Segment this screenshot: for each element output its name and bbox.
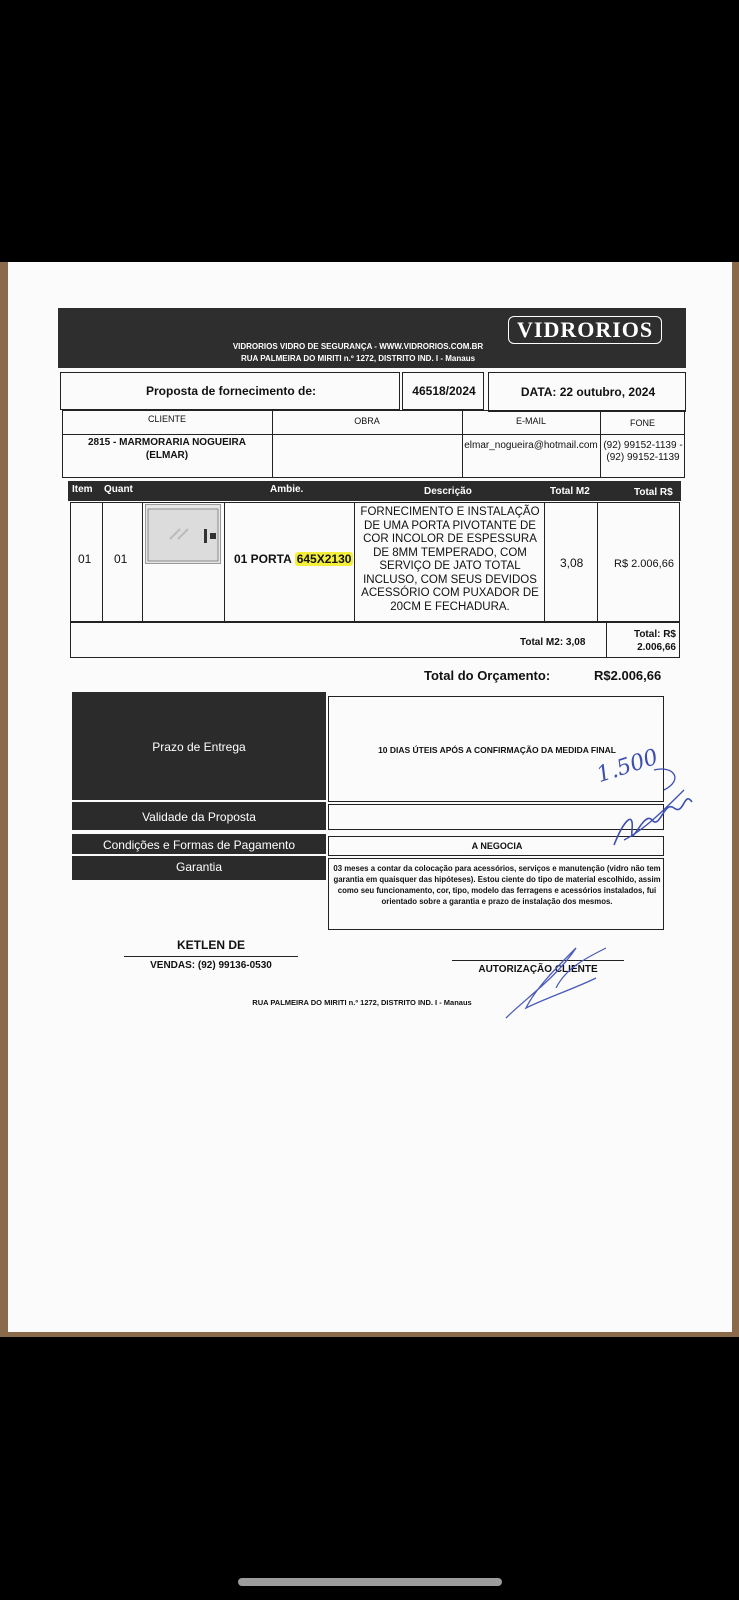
seller-name: KETLEN DE [176, 938, 245, 952]
row-ambie [234, 552, 353, 566]
validade-label: Validade da Proposta [142, 810, 256, 824]
total-orcamento-value: R$2.006,66 [594, 668, 662, 683]
handwritten-signature [604, 750, 714, 860]
garantia-label-cell [72, 856, 326, 880]
validade-label-cell [72, 802, 326, 830]
total-orcamento-label: Total do Orçamento: [424, 668, 551, 683]
client-name: 2815 - MARMORARIA NOGUEIRA (ELMAR) [88, 437, 246, 461]
prazo-label-cell [72, 692, 326, 800]
client-authorization: AUTORIZAÇÃO CLIENTE [478, 964, 598, 975]
proposal-number-cell [402, 372, 484, 410]
ambie-label: 01 PORTA [234, 552, 292, 566]
footer-total-m2: Total M2: 3,08 [520, 637, 586, 648]
company-address: RUA PALMEIRA DO MIRITI n.º 1272, DISTRITO IND. I - Manaus [240, 354, 476, 363]
client-signature-scribble [496, 928, 616, 1028]
header-fone: FONE [629, 418, 655, 428]
proposal-title-cell [60, 372, 400, 410]
proposal-title: Proposta de fornecimento de: [145, 384, 317, 398]
row-total-rs: R$ 2.006,66 [614, 558, 674, 570]
pagamento-value: A NEGOCIA [471, 841, 523, 851]
header-obra: OBRA [354, 416, 380, 426]
home-indicator[interactable] [238, 1578, 502, 1586]
client-phone: (92) 99152-1139 - (92) 99152-1139 [603, 440, 683, 463]
handwritten-note: 1.500 [593, 744, 662, 789]
client-email: elmar_nogueira@hotmail.com [464, 440, 598, 451]
header-email: E-MAIL [515, 416, 546, 426]
row-quant: 01 [114, 552, 128, 566]
company-logo: VIDRORIOS [508, 316, 662, 344]
door-thumbnail [145, 504, 221, 564]
col-total-m2: Total M2 [550, 486, 590, 497]
col-item: Item [72, 484, 93, 495]
company-tagline: VIDRORIOS VIDRO DE SEGURANÇA - WWW.VIDRORIOS.COM.BR [232, 342, 484, 351]
header-cliente: CLIENTE [147, 414, 186, 424]
pagamento-label: Condições e Formas de Pagamento [102, 838, 296, 852]
ambie-size-highlight: 645X2130 [296, 552, 352, 566]
door-sketch-icon [146, 505, 222, 565]
garantia-value-cell [328, 858, 664, 930]
prazo-label: Prazo de Entrega [152, 740, 246, 754]
footer-total-rs: Total: R$ 2.006,66 [633, 629, 676, 653]
seller-phone: VENDAS: (92) 99136-0530 [150, 960, 272, 971]
proposal-date-cell [488, 372, 686, 412]
proposal-date: DATA: 22 outubro, 2024 [520, 385, 656, 399]
col-ambie: Ambie. [270, 484, 304, 495]
row-descricao: FORNECIMENTO E INSTALAÇÃO DE UMA PORTA PIVOTANTE DE COR INCOLOR DE ESPESSURA DE 8MM TEMPERADO, COM SERVIÇO DE JATO TOTAL INCLUSO, COM SEUS DEVIDOS ACESSÓRIO COM PUXADOR DE 20CM E FECHADURA. [360, 506, 540, 613]
garantia-label: Garantia [175, 860, 223, 874]
proposal-number: 46518/2024 [412, 384, 476, 398]
row-total-m2: 3,08 [560, 556, 584, 570]
col-total-rs: Total R$ [634, 487, 673, 498]
row-item: 01 [78, 552, 92, 566]
company-header [58, 308, 686, 368]
col-quant: Quant [104, 484, 133, 495]
pagamento-label-cell [72, 834, 326, 854]
footer-address: RUA PALMEIRA DO MIRITI n.º 1272, DISTRITO IND. I - Manaus [252, 998, 472, 1007]
garantia-value: 03 meses a contar da colocação para acessórios, serviços e manutenção (vidro não tem garantia em quaisquer das hipóteses). Estou ciente do tipo de material escolhido, assim como seu funcionamento, cor, tipo, modelo das ferragens e acessórios instalados, fui orientado sobre a garantia e prazo de instalação dos mesmos. [333, 864, 661, 906]
col-descricao: Descrição [424, 486, 472, 497]
prazo-value: 10 DIAS ÚTEIS APÓS A CONFIRMAÇÃO DA MEDIDA FINAL [378, 745, 616, 755]
items-footer [70, 622, 680, 658]
items-table-header [68, 481, 681, 501]
